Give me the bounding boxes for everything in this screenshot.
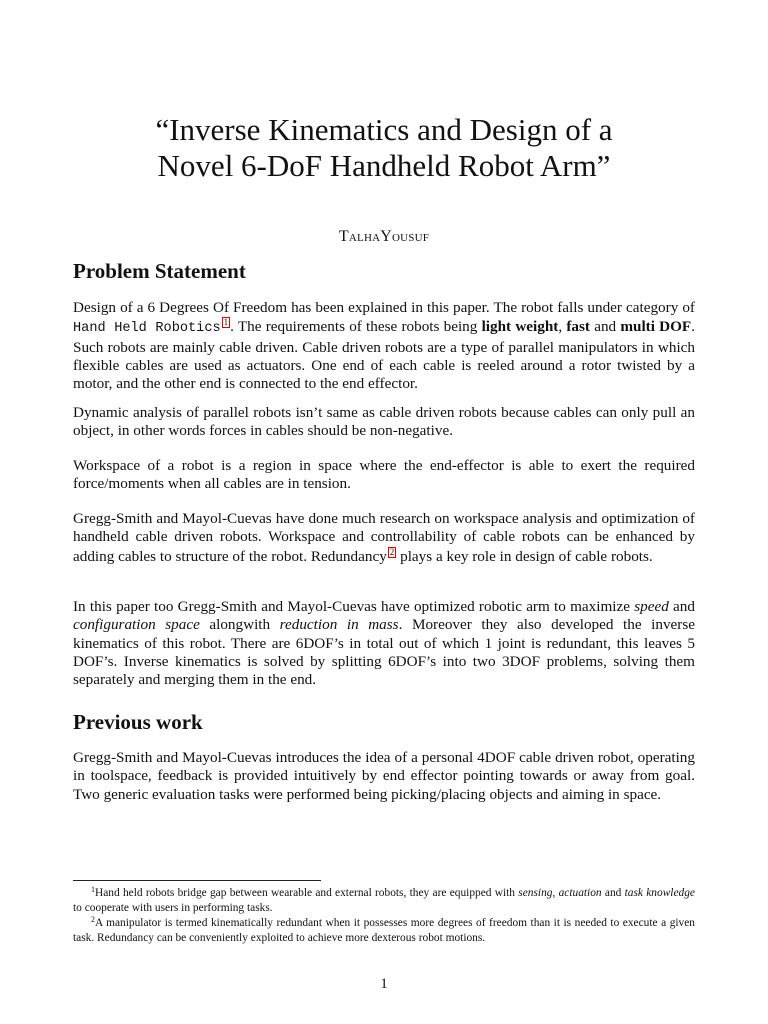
paragraph-problem-3: Workspace of a robot is a region in space where the end-effector is able to exert the required force/moments when all cables are in tension. bbox=[73, 457, 695, 493]
bold-fast: fast bbox=[566, 318, 590, 336]
footnote-2: $^2$A manipulator is termed kinematically redundant when it possesses more degrees of freedom than it is needed to execute a given task. Redundancy can be conveniently exploited to achieve more dexterous robot motions. bbox=[73, 915, 695, 944]
section-heading-previous-work: Previous work bbox=[73, 710, 203, 734]
paper-title bbox=[40, 112, 728, 184]
page-number: 1 bbox=[380, 976, 388, 992]
paragraph-problem-4: Gregg-Smith and Mayol-Cuevas have done much research on workspace analysis and optimization of handheld cable driven robots. Workspace and controllability of cable robots can be enhanced by adding cables to structure of the robot. Redundancy 2 plays a key role in design of cable robots. bbox=[73, 510, 695, 565]
italic-speed: speed bbox=[634, 598, 669, 615]
italic-reduction-in-mass: reduction in mass bbox=[279, 616, 399, 634]
bold-light-weight: light weight bbox=[481, 318, 559, 336]
footnote-1: $^1$Hand held robots bridge gap between wearable and external robots, they are equipped with sensing, actuation and task knowledge to cooperate with users in performing tasks. bbox=[73, 885, 695, 914]
author-name: TalhaYousuf bbox=[338, 228, 430, 245]
footnote-ref-1[interactable]: 1 bbox=[223, 317, 229, 328]
paragraph-problem-2: Dynamic analysis of parallel robots isn’t same as cable driven robots because cables can only pull an object, in other words forces in cables should be non-negative. bbox=[73, 404, 695, 440]
title-line-1: “Inverse Kinematics and Design of a bbox=[155, 112, 613, 147]
footnote-divider bbox=[73, 880, 321, 881]
bold-multi-dof: multi DOF bbox=[620, 318, 692, 336]
italic-configuration-space: configuration space bbox=[73, 616, 200, 634]
paragraph-previous-1: Gregg-Smith and Mayol-Cuevas introduces the idea of a personal 4DOF cable driven robot, operating in toolspace, feedback is provided intuitively by end effector pointing towards or away from goal. Two generic evaluation tasks were performed being picking/placing objects and aiming in space. bbox=[73, 749, 695, 803]
title-line-2: Novel 6-DoF Handheld Robot Arm” bbox=[157, 148, 611, 183]
paragraph-problem-1: Design of a 6 Degrees Of Freedom has been explained in this paper. The robot falls under category of Hand Held Robotics 1 . The requirements of these robots being light weight, fast and multi DOF. Such robots are mainly cable driven. Cable driven robots are a type of parallel manipulators in which flexible cables are used as actuators. One end of each cable is reeled around a rotor twisted by a motor, and the other end is connected to the end effector. bbox=[73, 299, 695, 393]
footnote-mark-1: 1 bbox=[91, 885, 95, 894]
section-heading-problem-statement: Problem Statement bbox=[73, 259, 246, 283]
paragraph-problem-5: In this paper too Gregg-Smith and Mayol-Cuevas have optimized robotic arm to maximize speed and configuration space alongwith reduction in mass. Moreover they also developed the inverse kinematics of this robot. There are 6DOF’s in total out of which 1 joint is redundant, this leaves 5 DOF’s. Inverse kinematics is solved by splitting 6DOF’s into two 3DOF problems, solving them separately and merging them in the end. bbox=[73, 598, 695, 689]
footnote-ref-2[interactable]: 2 bbox=[389, 546, 395, 557]
footnote-mark-2: 2 bbox=[91, 915, 95, 924]
code-hand-held-robotics: Hand Held Robotics bbox=[73, 321, 221, 337]
